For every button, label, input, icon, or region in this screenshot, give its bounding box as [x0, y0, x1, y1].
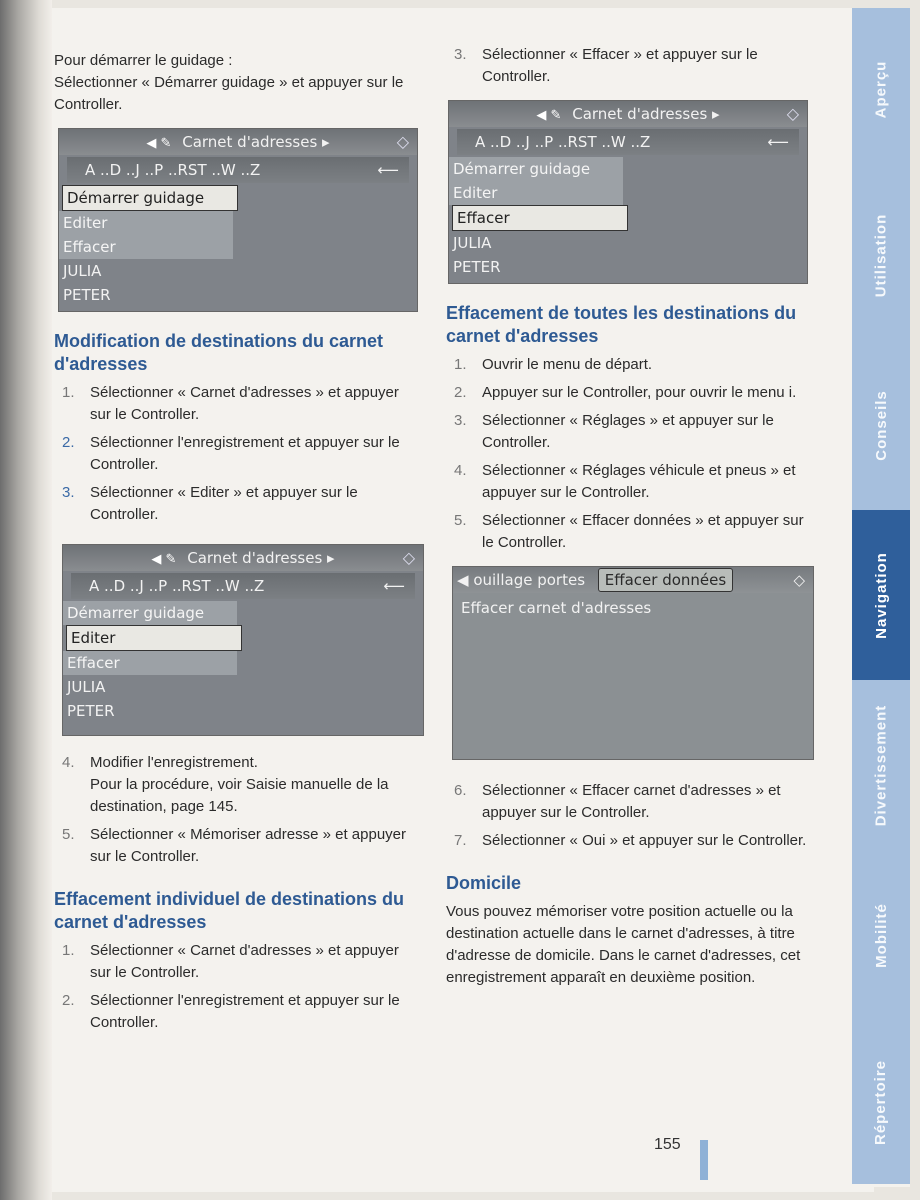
list-item: 1. Sélectionner « Carnet d'adresses » et appuyer sur le Controller. [62, 384, 399, 423]
screen-delete: ◀ ✎ Carnet d'adresses ▸ ◇ A ..D ..J ..P ..RST ..W ..Z ⟵ Démarrer guidage Editer Effacer JULIA PETER [448, 100, 808, 284]
intro-text: Pour démarrer le guidage : Sélectionner « Démarrer guidage » et appuyer sur le Controller. [54, 52, 404, 113]
list-item: 2. Sélectionner l'enregistrement et appuyer sur le Controller. [62, 434, 400, 473]
tab-utilisation[interactable]: Utilisation [852, 170, 910, 343]
menu-item-effacer-carnet: Effacer carnet d'adresses [461, 599, 652, 617]
screen-delete-data: ◀ ouillage portes Effacer données ◇ Effacer carnet d'adresses [452, 566, 814, 760]
alphabet-bar: A ..D ..J ..P ..RST ..W ..Z ⟵ [457, 129, 799, 155]
paragraph: Vous pouvez mémoriser votre position actuelle ou la destination actuelle dans le carnet d'adresses, à titre d'adresse de domicile. Dans le carnet d'adresses, cet enregistrement apparaît en deuxième position. [446, 903, 801, 986]
steps-list [54, 382, 419, 526]
entry-julia: JULIA [63, 262, 102, 280]
address-book-icon: ◀ ✎ [146, 136, 172, 151]
list-item: 7. Sélectionner « Oui » et appuyer sur le Controller. [454, 832, 807, 849]
tab-mobilite[interactable]: Mobilité [852, 850, 910, 1023]
list-item: 1. Sélectionner « Carnet d'adresses » et appuyer sur le Controller. [62, 942, 399, 981]
back-arrow-icon: ◀ [457, 571, 469, 589]
list-item: 3. Sélectionner « Editer » et appuyer sur le Controller. [62, 484, 358, 523]
entry-julia: JULIA [453, 234, 492, 252]
menu-item-demarrer: Démarrer guidage [62, 185, 238, 211]
list-item: 5. Sélectionner « Mémoriser adresse » et appuyer sur le Controller. [62, 826, 406, 865]
section-heading: Domicile [446, 873, 522, 893]
list-item: 3. Sélectionner « Effacer » et appuyer sur le Controller. [454, 46, 758, 85]
alphabet-bar: A ..D ..J ..P ..RST ..W ..Z ⟵ [67, 157, 409, 183]
tab-repertoire[interactable]: Répertoire [852, 1020, 910, 1187]
page-marker [700, 1140, 708, 1180]
left-column [54, 50, 419, 1040]
entry-peter: PETER [67, 702, 115, 720]
option-icon: ◇ [786, 104, 799, 123]
alphabet-bar: A ..D ..J ..P ..RST ..W ..Z ⟵ [71, 573, 415, 599]
tab-apercu[interactable]: Aperçu [852, 8, 910, 173]
steps-list [446, 354, 814, 554]
section-heading: Effacement de toutes les destinations du carnet d'adresses [446, 303, 797, 346]
page-binding-shadow [0, 0, 52, 1200]
steps-list [54, 752, 419, 868]
entry-julia: JULIA [67, 678, 106, 696]
option-icon: ◇ [402, 548, 415, 567]
tab-navigation[interactable]: Navigation [852, 510, 910, 683]
address-book-icon: ◀ ✎ [536, 108, 562, 123]
menu-item-editer: Editer [66, 625, 242, 651]
selected-tab: Effacer données [598, 568, 733, 592]
steps-list [446, 44, 814, 88]
tab-divertissement[interactable]: Divertissement [852, 680, 910, 853]
steps-list [54, 940, 419, 1034]
chapter-tabs [852, 8, 910, 1184]
address-book-icon: ◀ ✎ [151, 552, 177, 567]
menu-item-effacer: Effacer [63, 651, 237, 675]
menu-item-editer: Editer [59, 211, 233, 235]
entry-peter: PETER [63, 286, 111, 304]
list-item: 3. Sélectionner « Réglages » et appuyer sur le Controller. [454, 412, 774, 451]
menu-item-effacer: Effacer [452, 205, 628, 231]
entry-peter: PETER [453, 258, 501, 276]
section-heading: Effacement individuel de destinations du carnet d'adresses [54, 889, 405, 932]
menu-item-editer: Editer [449, 181, 623, 205]
screen-start-guidance: ◀ ✎ Carnet d'adresses ▸ ◇ A ..D ..J ..P ..RST ..W ..Z ⟵ Démarrer guidage Editer Effacer JULIA PETER [58, 128, 418, 312]
menu-item-demarrer: Démarrer guidage [449, 157, 623, 181]
page-number: 155 [654, 1136, 681, 1153]
list-item: 6. Sélectionner « Effacer carnet d'adresses » et appuyer sur le Controller. [454, 782, 781, 821]
option-icon: ◇ [793, 571, 805, 589]
list-item: 4. Sélectionner « Réglages véhicule et pneus » et appuyer sur le Controller. [454, 462, 796, 501]
menu-item-effacer: Effacer [59, 235, 233, 259]
list-item: 1. Ouvrir le menu de départ. [454, 356, 653, 373]
list-item: 2. Appuyer sur le Controller, pour ouvrir le menu i. [454, 384, 797, 401]
list-item: 2. Sélectionner l'enregistrement et appuyer sur le Controller. [62, 992, 400, 1031]
list-item: 5. Sélectionner « Effacer données » et appuyer sur le Controller. [454, 512, 804, 551]
tab-conseils[interactable]: Conseils [852, 340, 910, 513]
screen-edit: ◀ ✎ Carnet d'adresses ▸ ◇ A ..D ..J ..P ..RST ..W ..Z ⟵ Démarrer guidage Editer Effacer JULIA PETER [62, 544, 424, 736]
list-item: 4. Modifier l'enregistrement. Pour la procédure, voir Saisie manuelle de la destination, page 145. [62, 754, 389, 815]
option-icon: ◇ [396, 132, 409, 151]
section-heading: Modification de destinations du carnet d'adresses [54, 331, 384, 374]
menu-item-demarrer: Démarrer guidage [63, 601, 237, 625]
right-column [446, 44, 814, 989]
steps-list [446, 780, 814, 852]
